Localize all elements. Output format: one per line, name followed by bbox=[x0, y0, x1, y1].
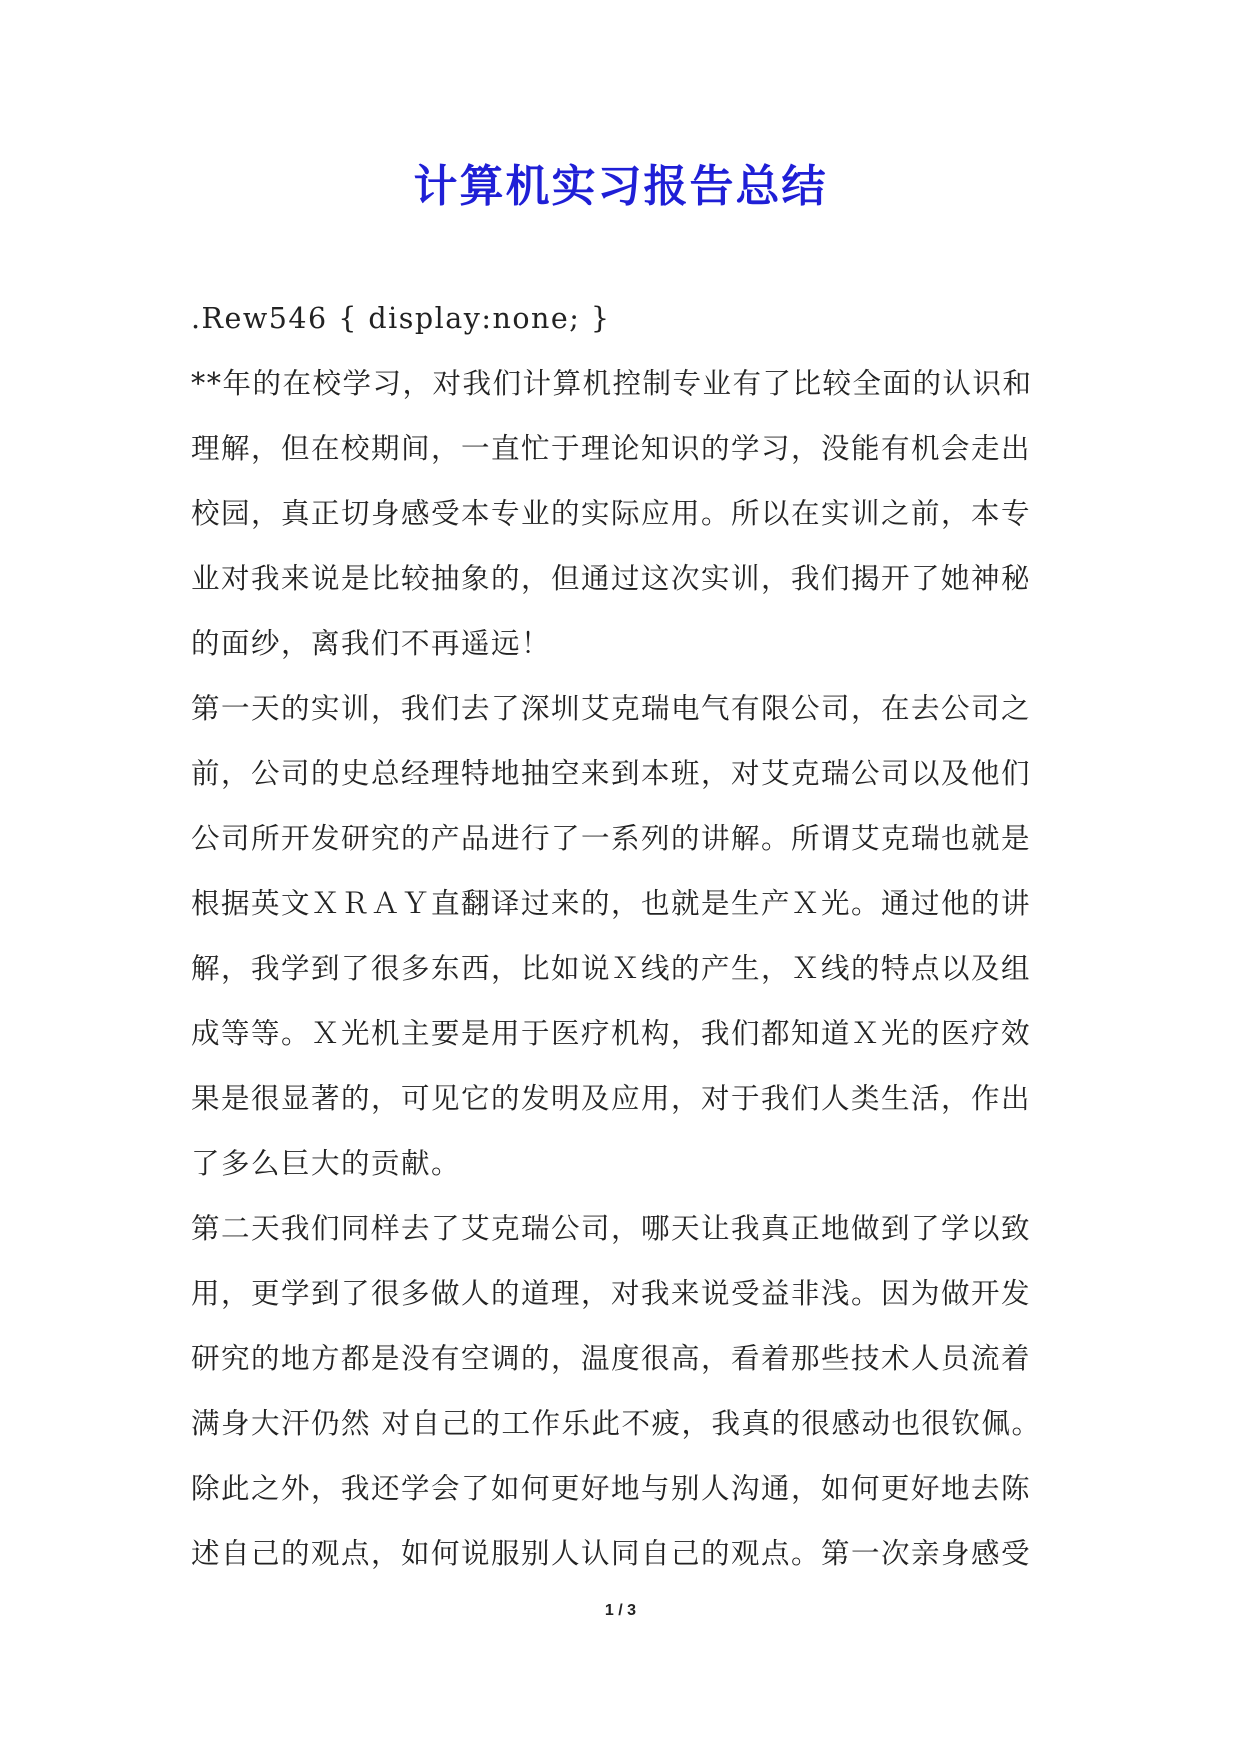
document-body bbox=[191, 286, 1091, 1586]
body-line: 第一天的实训，我们去了深圳艾克瑞电气有限公司，在去公司之 bbox=[191, 692, 1032, 725]
document-title: 计算机实习报告总结 bbox=[413, 161, 828, 212]
body-line: 第二天我们同样去了艾克瑞公司，哪天让我真正地做到了学以致 bbox=[191, 1212, 1032, 1245]
body-line: 前，公司的史总经理特地抽空来到本班，对艾克瑞公司以及他们 bbox=[191, 757, 1032, 790]
body-line: 根据英文ＸＲＡＹ直翻译过来的，也就是生产Ｘ光。通过他的讲 bbox=[191, 887, 1032, 920]
page-number: 1 / 3 bbox=[604, 1602, 637, 1619]
body-line: 满身大汗仍然 对自己的工作乐此不疲，我真的很感动也很钦佩。 bbox=[191, 1407, 1042, 1440]
body-line: .Rew546 { display:none; } bbox=[191, 302, 611, 335]
body-line: 用，更学到了很多做人的道理，对我来说受益非浅。因为做开发 bbox=[191, 1277, 1032, 1310]
body-line: 的面纱，离我们不再遥远！ bbox=[191, 627, 552, 660]
body-line: 述自己的观点，如何说服别人认同自己的观点。第一次亲身感受 bbox=[191, 1537, 1032, 1570]
body-line: **年的在校学习，对我们计算机控制专业有了比较全面的认识和 bbox=[191, 367, 1033, 400]
body-line: 业对我来说是比较抽象的，但通过这次实训，我们揭开了她神秘 bbox=[191, 562, 1032, 595]
body-line: 成等等。Ｘ光机主要是用于医疗机构，我们都知道Ｘ光的医疗效 bbox=[191, 1017, 1032, 1050]
body-line: 理解，但在校期间，一直忙于理论知识的学习，没能有机会走出 bbox=[191, 432, 1032, 465]
body-line: 解，我学到了很多东西，比如说Ｘ线的产生，Ｘ线的特点以及组 bbox=[191, 952, 1032, 985]
body-line: 校园，真正切身感受本专业的实际应用。所以在实训之前，本专 bbox=[191, 497, 1032, 530]
body-line: 除此之外，我还学会了如何更好地与别人沟通，如何更好地去陈 bbox=[191, 1472, 1032, 1505]
body-line: 公司所开发研究的产品进行了一系列的讲解。所谓艾克瑞也就是 bbox=[191, 822, 1032, 855]
body-line: 研究的地方都是没有空调的，温度很高，看着那些技术人员流着 bbox=[191, 1342, 1032, 1375]
body-line: 果是很显著的，可见它的发明及应用，对于我们人类生活，作出 bbox=[191, 1082, 1032, 1115]
body-line: 了多么巨大的贡献。 bbox=[191, 1147, 462, 1180]
